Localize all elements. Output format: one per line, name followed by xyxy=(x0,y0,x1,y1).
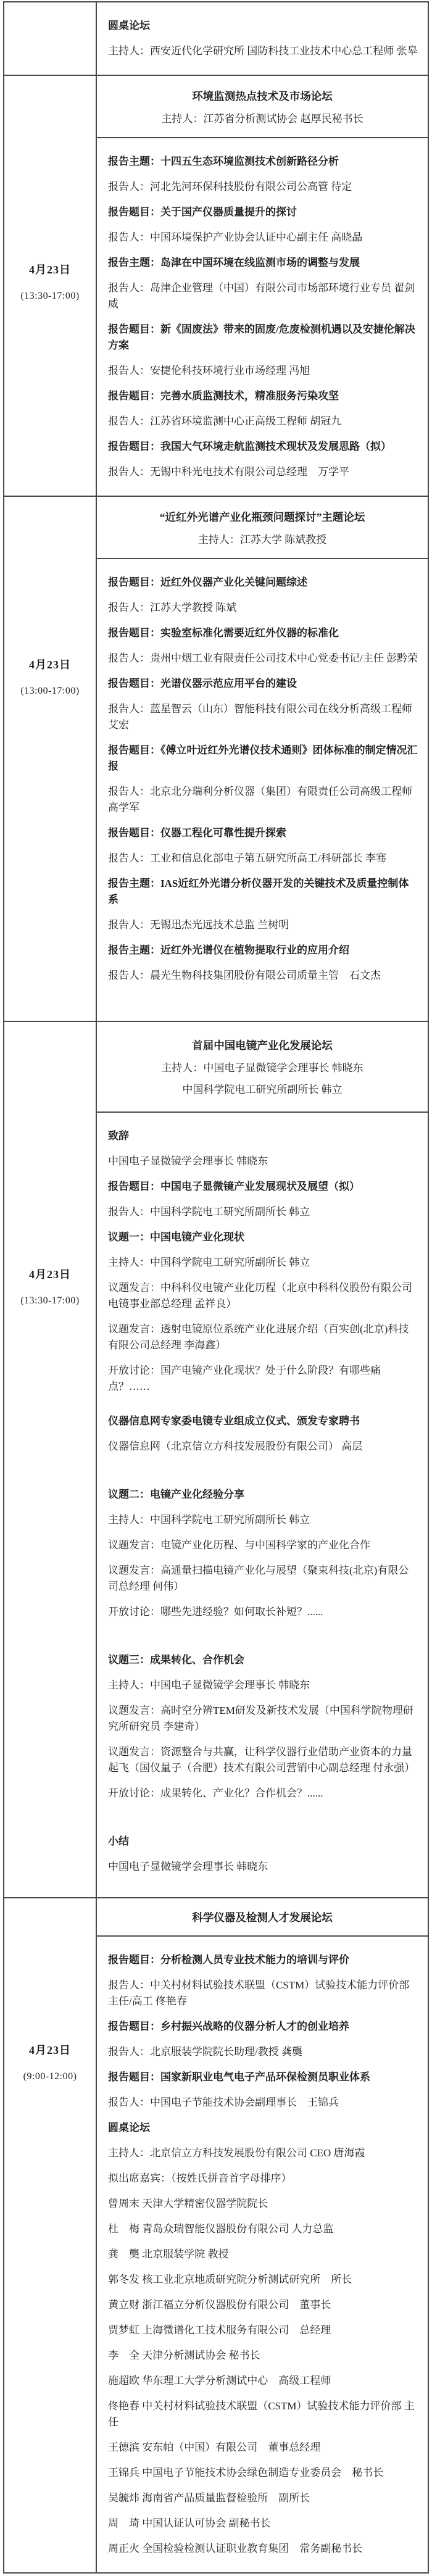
agenda-item: 主持人：中国科学院电工研究所副所长 韩立 xyxy=(108,1514,310,1526)
agenda-item: 黄立财 浙江福立分析仪器股份有限公司 董事长 xyxy=(108,2299,331,2311)
agenda-item: 议题发言：中科科仪电镜产业化历程（北京中科科仪股份有限公司电镜事业部总经理 孟祥良） xyxy=(108,1282,412,1310)
date-cell xyxy=(4,2,97,75)
forum-header xyxy=(97,1022,428,1113)
agenda-item: 报告人：江苏大学教授 陈斌 xyxy=(108,602,237,613)
agenda-item-heading: 报告题目：实验室标准化需要近红外仪器的标准化 xyxy=(108,627,339,639)
forum-host: 中国科学院电工研究所副所长 韩立 xyxy=(182,1084,343,1095)
agenda-item: 报告人：中国科学院电工研究所副所长 韩立 xyxy=(108,1206,310,1218)
agenda-item-heading: 小结 xyxy=(108,1835,129,1847)
session-cell xyxy=(97,497,428,1021)
agenda-item: 吴毓炜 海南省产品质量监督检验所 副所长 xyxy=(108,2492,310,2504)
agenda-item: 报告人：中关村材料试验技术联盟（CSTM）试验技术能力评价部主任/高工 佟艳春 xyxy=(108,1979,410,2007)
session-cell xyxy=(97,1022,428,1897)
agenda-row xyxy=(4,1898,428,2572)
agenda-item: 中国电子显微镜学会理事长 韩晓东 xyxy=(108,1861,268,1872)
agenda-item: 主持人：中国科学院电工研究所副所长 韩立 xyxy=(108,1257,310,1268)
forum-host: 主持人：中国电子显微镜学会理事长 韩晓东 xyxy=(161,1062,363,1074)
forum-header xyxy=(97,1898,428,1937)
agenda-item-heading: 议题三：成果转化、合作机会 xyxy=(108,1654,244,1666)
agenda-item: 议题发言：高时空分辨TEM研发及新技术发展（中国科学院物理研究所研究员 李建奇） xyxy=(108,1705,413,1732)
agenda-item: 报告人：江苏省环境监测中心正高级工程师 胡冠九 xyxy=(108,415,342,427)
agenda-item: 佟艳春 中关村材料试验技术联盟（CSTM）试验技术能力评价部 主任 xyxy=(108,2400,415,2428)
date-label: 4月23日 xyxy=(29,1268,71,1281)
time-label: (13:00-17:00) xyxy=(20,686,80,696)
agenda-item-heading: 报告主题：近红外光谱仪在植物提取行业的应用介绍 xyxy=(108,944,349,956)
agenda-item: 中国电子显微镜学会理事长 韩晓东 xyxy=(108,1155,268,1167)
agenda-item: 报告人：安捷伦科技环境行业市场经理 冯旭 xyxy=(108,365,310,376)
agenda-row xyxy=(4,2,428,76)
agenda-item: 周 琦 中国认证认可协会 副秘书长 xyxy=(108,2517,271,2529)
agenda-item-heading: 报告主题：十四五生态环境监测技术创新路径分析 xyxy=(108,156,339,167)
time-label: (13:30-17:00) xyxy=(20,291,80,301)
agenda-item: 议题发言：透射电镜原位系统产业化进展介绍（百实创(北京)科技有限公司总经理 李海鑫） xyxy=(108,1323,409,1351)
forum-header xyxy=(97,497,428,559)
agenda-item-heading: 报告题目：近红外仪器产业化关键问题综述 xyxy=(108,576,307,588)
agenda-item: 拟出席嘉宾：（按姓氏拼音首字母排序） xyxy=(108,2172,292,2184)
agenda-item: 报告人：岛津企业管理（中国）有限公司市场部环境行业专员 翟剑威 xyxy=(108,282,415,310)
date-cell xyxy=(4,497,97,1021)
date-cell xyxy=(4,1898,97,2572)
agenda-row xyxy=(4,1022,428,1898)
session-cell xyxy=(97,2,428,75)
agenda-item-heading: 报告题目：新《固废法》带来的固废/危废检测机遇以及安捷伦解决方案 xyxy=(108,323,415,351)
agenda-item: 开放讨论：哪些先进经验？如何取长补短？...... xyxy=(108,1606,323,1618)
agenda-item-heading: 议题二：电镜产业化经验分享 xyxy=(108,1489,244,1500)
agenda-row xyxy=(4,76,428,497)
agenda-item: 主持人：北京信立方科技发展股份有限公司 CEO 唐海霞 xyxy=(108,2147,365,2159)
date-cell xyxy=(4,1022,97,1897)
agenda-item: 郭冬发 核工业北京地质研究院分析测试研究所 所长 xyxy=(108,2274,352,2285)
agenda-item-heading: 报告题目：乡村振兴战略的仪器分析人才的创业培养 xyxy=(108,2021,349,2032)
agenda-item: 贾梦虹 上海微谱化工技术服务有限公司 总经理 xyxy=(108,2324,331,2336)
content-cell xyxy=(97,559,428,1021)
content-cell xyxy=(97,1113,428,1897)
agenda-item: 报告人：工业和信息化部电子第五研究所高工/科研部长 李骞 xyxy=(108,852,386,864)
agenda-item: 主持人：中国电子显微镜学会理事长 韩晓东 xyxy=(108,1679,310,1691)
agenda-item-heading: 报告题目：光谱仪器示范应用平台的建设 xyxy=(108,678,297,689)
conference-agenda-table xyxy=(3,1,429,2574)
time-label: (9:00-12:00) xyxy=(23,2071,77,2082)
agenda-item: 报告人：晨光生物科技集团股份有限公司质量主管 石文杰 xyxy=(108,970,381,981)
date-cell xyxy=(4,76,97,496)
agenda-item: 杜 梅 青岛众瑞智能仪器股份有限公司 人力总监 xyxy=(108,2223,334,2235)
forum-host: 主持人：江苏大学 陈斌教授 xyxy=(197,533,327,546)
agenda-item: 周正火 全国检验检测认证职业教育集团 常务副秘书长 xyxy=(108,2543,363,2554)
agenda-item: 开放讨论：成果转化、产业化？合作机会？...... xyxy=(108,1787,323,1799)
content-cell xyxy=(97,2,428,75)
session-cell xyxy=(97,76,428,496)
agenda-item: 主持人：西安近代化学研究所 国防科技工业技术中心总工程师 张皋 xyxy=(108,45,418,57)
agenda-item: 报告人：无锡迅杰光远技术总监 兰树明 xyxy=(108,919,289,931)
agenda-item: 报告人：蓝星智云（山东）智能科技有限公司在线分析高级工程师 艾宏 xyxy=(108,703,412,731)
agenda-item: 报告人：北京服装学院院长助理/教授 龚龑 xyxy=(108,2046,302,2058)
agenda-item: 施超欧 华东理工大学分析测试中心 高级工程师 xyxy=(108,2375,331,2387)
agenda-item-heading: 仪器信息网专家委电镜专业组成立仪式、颁发专家聘书 xyxy=(108,1415,360,1427)
date-label: 4月23日 xyxy=(29,2044,71,2056)
forum-host: 主持人：江苏省分析测试协会 赵厚民秘书长 xyxy=(161,112,363,125)
session-cell xyxy=(97,1898,428,2572)
agenda-item-heading: 报告题目：分析检测人员专业技术能力的培训与评价 xyxy=(108,1954,349,1966)
time-label: (13:30-17:00) xyxy=(20,1295,80,1306)
agenda-item-heading: 圆桌论坛 xyxy=(108,2122,150,2134)
agenda-item: 曾周末 天津大学精密仪器学院院长 xyxy=(108,2198,268,2209)
conference-agenda-page xyxy=(0,1,432,2574)
agenda-item: 报告人：中国环境保护产业协会认证中心副主任 高晓晶 xyxy=(108,231,363,243)
agenda-item-heading: 报告题目：我国大气环境走航监测技术现状及发展思路（拟） xyxy=(108,441,391,452)
agenda-item-heading: 报告题目：《傅立叶近红外光谱仪技术通则》团体标准的制定情况汇报 xyxy=(108,744,418,772)
forum-title: 科学仪器及检测人才发展论坛 xyxy=(192,1911,333,1924)
agenda-item: 李 全 天津分析测试协会 秘书长 xyxy=(108,2350,260,2361)
agenda-item-heading: 报告题目：中国电子显微镜产业发展现状及展望（拟） xyxy=(108,1181,360,1192)
agenda-item: 仪器信息网（北京信立方科技发展股份有限公司） 高层 xyxy=(108,1440,363,1452)
agenda-item-heading: 报告题目：国家新职业电气电子产品环保检测员职业体系 xyxy=(108,2071,370,2083)
forum-title: 首届中国电镜产业化发展论坛 xyxy=(192,1039,333,1052)
forum-title: 环境监测热点技术及市场论坛 xyxy=(192,89,333,102)
agenda-item-heading: 报告主题：IAS近红外光谱分析仪器开发的关键技术及质量控制体系 xyxy=(108,878,409,905)
agenda-item-heading: 报告题目：关于国产仪器质量提升的探讨 xyxy=(108,206,297,218)
agenda-item: 王德滨 安东帕（中国）有限公司 董事总经理 xyxy=(108,2441,321,2453)
agenda-item: 报告人：河北先河环保科技股份有限公司公高管 待定 xyxy=(108,181,352,193)
agenda-item: 议题发言：电镜产业化历程、与中国科学家的产业化合作 xyxy=(108,1539,370,1551)
agenda-item: 报告人：北京北分瑞利分析仪器（集团）有限责任公司高级工程师 高学军 xyxy=(108,786,412,813)
agenda-item: 开放讨论：国产电镜产业化现状？处于什么阶段？有哪些痛点？…… xyxy=(108,1365,381,1392)
agenda-item-heading: 圆桌论坛 xyxy=(108,20,150,31)
agenda-item: 报告人：中国电子节能技术协会副理事长 王锦兵 xyxy=(108,2096,339,2108)
agenda-row xyxy=(4,497,428,1022)
agenda-item: 王锦兵 中国电子节能技术协会绿色制造专业委员会 秘书长 xyxy=(108,2467,384,2478)
content-cell xyxy=(97,1937,428,2572)
forum-title: “近红外光谱产业化瓶颈问题探讨”主题论坛 xyxy=(159,510,365,523)
agenda-item: 龚 龑 北京服装学院 教授 xyxy=(108,2248,229,2260)
date-label: 4月23日 xyxy=(29,659,71,671)
date-label: 4月23日 xyxy=(29,264,71,276)
agenda-item: 议题发言：资源整合与共赢，让科学仪器行业借助产业资本的力量起飞（国仪量子（合肥）技术有限公司营销中心副总经理 付永强） xyxy=(108,1746,415,1774)
agenda-item-heading: 议题一：中国电镜产业化现状 xyxy=(108,1231,244,1243)
agenda-item-heading: 报告主题：岛津在中国环境在线监测市场的调整与发展 xyxy=(108,257,360,268)
agenda-item: 报告人：无锡中科光电技术有限公司总经理 万学平 xyxy=(108,466,349,478)
content-cell xyxy=(97,138,428,496)
agenda-item: 议题发言：高通量扫描电镜产业化与展望（聚束科技(北京)有限公司总经理 何伟） xyxy=(108,1564,409,1592)
agenda-item: 报告人：贵州中烟工业有限责任公司技术中心党委书记/主任 彭黔荣 xyxy=(108,652,418,664)
agenda-item-heading: 致辞 xyxy=(108,1130,129,1142)
forum-header xyxy=(97,76,428,138)
agenda-item-heading: 报告题目：仪器工程化可靠性提升探索 xyxy=(108,827,286,839)
agenda-item-heading: 报告题目：完善水质监测技术，精准服务污染攻坚 xyxy=(108,390,339,402)
